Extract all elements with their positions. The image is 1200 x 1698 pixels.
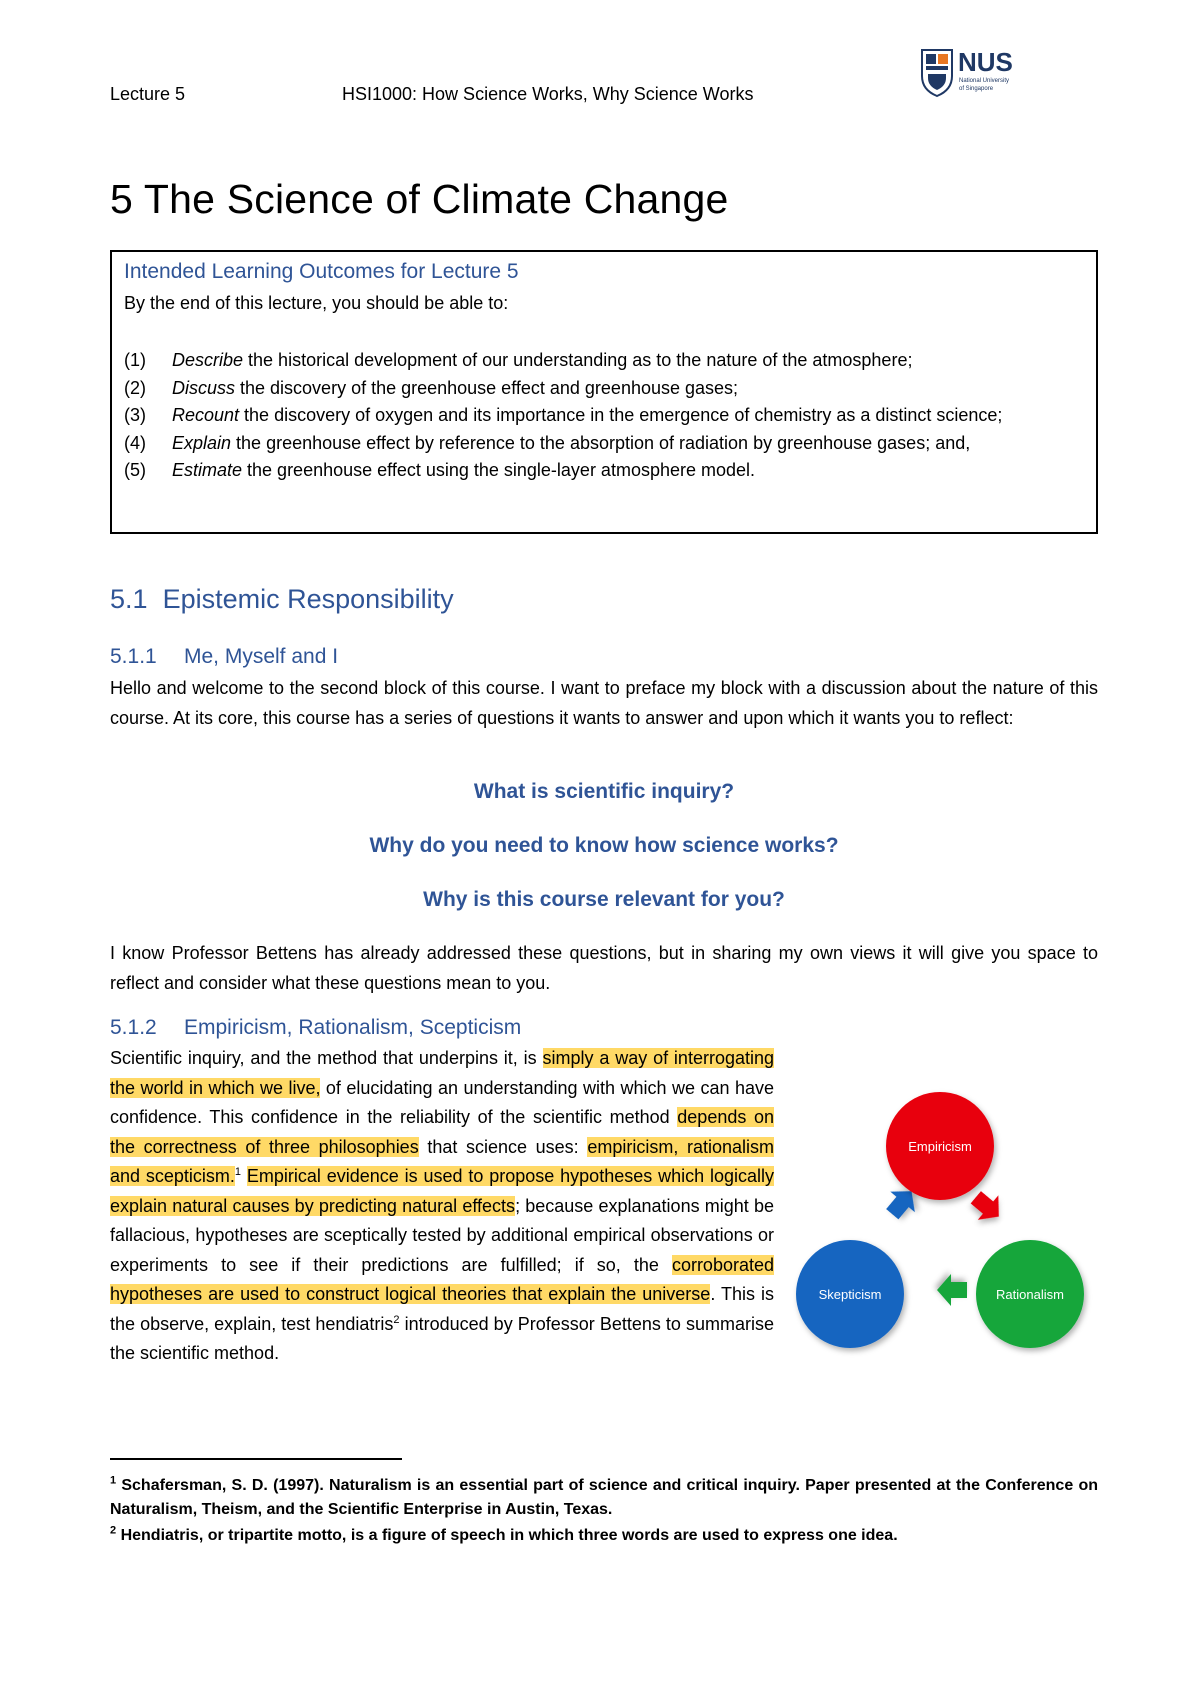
subsection-heading-5-1-2	[110, 1016, 521, 1040]
list-verb: Describe	[172, 350, 244, 370]
question-1: What is scientific inquiry?	[473, 780, 735, 803]
page-title: 5 The Science of Climate Change	[110, 176, 729, 222]
text-run: of elucidating an understanding with which we can have confidence. This confidence in the reliability of the scientific method	[110, 1077, 774, 1127]
list-body: the discovery of oxygen and its importance in the emergence of chemistry as a distinct science;	[239, 405, 1003, 425]
subsection-heading-5-1-1	[110, 645, 338, 669]
learning-outcomes-list	[124, 347, 1084, 485]
list-body: the greenhouse effect using the single-layer atmosphere model.	[242, 460, 756, 480]
list-text	[172, 430, 970, 458]
text-run: that science uses:	[418, 1136, 588, 1157]
list-verb: Discuss	[172, 377, 236, 398]
list-body: the historical development of our understanding as to the nature of the atmosphere;	[243, 350, 913, 370]
skepticism-label: Skepticism	[818, 1287, 882, 1302]
highlighted-text: simply a way of interrogating the world in which we live,	[110, 1048, 774, 1098]
list-number: (2)	[124, 377, 146, 398]
rationalism-label: Rationalism	[996, 1287, 1064, 1302]
svg-text:of Singapore: of Singapore	[959, 86, 994, 92]
list-number: (3)	[124, 405, 146, 425]
highlighted-text: corroborated hypotheses are used to construct logical theories that explain the universe	[110, 1254, 774, 1304]
learning-outcomes-box	[110, 250, 1098, 534]
subsection-title: Me, Myself and I	[184, 645, 339, 668]
highlighted-text: depends on the correctness of three philosophies	[110, 1107, 774, 1157]
subsection-title: Empiricism, Rationalism, Scepticism	[184, 1016, 522, 1039]
list-item	[124, 375, 1084, 403]
list-verb: Explain	[172, 432, 232, 453]
header-course: HSI1000: How Science Works, Why Science Works	[342, 84, 754, 104]
footnote-ref[interactable]: 2	[393, 1313, 400, 1326]
question-2: Why do you need to know how science works?	[369, 834, 839, 857]
list-body: the greenhouse effect by reference to the absorption of radiation by greenhouse gases; and,	[231, 432, 971, 453]
list-text	[172, 347, 912, 375]
section-heading-5-1	[110, 584, 454, 615]
question-3: Why is this course relevant for you?	[423, 888, 785, 911]
nus-logo	[920, 46, 1040, 102]
footnote-mark: 2	[110, 1524, 117, 1537]
list-item	[124, 457, 1084, 485]
subsection-number: 5.1.1	[110, 645, 157, 668]
list-text	[172, 457, 755, 485]
text-run: introduced by Professor Bettens to summarise the scientific method.	[110, 1313, 775, 1363]
scientific-inquiry-paragraph	[110, 1044, 774, 1369]
subsection-number: 5.1.2	[110, 1016, 157, 1039]
text-run	[241, 1166, 247, 1186]
footnote-text: Schafersman, S. D. (1997). Naturalism is an essential part of science and critical inquiry. Paper presented at the Conference on Naturalism, Theism, and the Scientific Enterprise in Austin, Texas.	[110, 1477, 1098, 1518]
list-text	[172, 375, 738, 403]
footnote-1	[110, 1474, 1098, 1522]
footnote-text: Hendiatris, or tripartite motto, is a figure of speech in which three words are used to express one idea.	[116, 1527, 898, 1544]
highlighted-text: Empirical evidence is used to propose hypotheses which logically explain natural causes by predicting natural effects	[110, 1166, 774, 1216]
intro-paragraph: Hello and welcome to the second block of this course. I want to preface my block with a discussion about the nature of this course. At its core, this course has a series of questions it wants to answer and upon which it wants you to reflect:	[110, 678, 1098, 728]
nus-crest-icon	[922, 50, 952, 96]
arrow-icon	[937, 1274, 967, 1306]
list-number: (1)	[124, 350, 146, 370]
list-text	[172, 402, 1002, 430]
list-item	[124, 347, 1084, 375]
svg-text:National University: National University	[959, 78, 1010, 84]
section-title: Epistemic Responsibility	[162, 584, 454, 614]
list-item	[124, 402, 1084, 430]
arrow-icon	[966, 1185, 1010, 1229]
list-item	[124, 430, 1084, 458]
reflection-paragraph: I know Professor Bettens has already addressed these questions, but in sharing my own views it will give you space to reflect and consider what these questions mean to you.	[110, 943, 1098, 993]
empiricism-label: Empiricism	[908, 1139, 972, 1154]
list-verb: Recount	[172, 405, 240, 425]
list-verb: Estimate	[172, 460, 243, 480]
list-number: (4)	[124, 432, 146, 453]
footnote-divider	[110, 1458, 402, 1460]
philosophy-cycle-diagram	[790, 1080, 1100, 1380]
header-lecture: Lecture 5	[110, 84, 186, 104]
text-run: ; because explanations might be fallacious, hypotheses are sceptically tested by additional empirical observations or experiments to see if their predictions are fulfilled; if so, the	[110, 1195, 774, 1275]
highlighted-text: empiricism, rationalism and scepticism.	[110, 1136, 774, 1186]
footnote-mark: 1	[110, 1474, 117, 1487]
footnote-ref[interactable]: 1	[234, 1166, 242, 1178]
learning-outcomes-heading: Intended Learning Outcomes for Lecture 5	[124, 260, 519, 283]
learning-outcomes-intro: By the end of this lecture, you should be able to:	[124, 293, 509, 313]
list-body: the discovery of the greenhouse effect and greenhouse gases;	[235, 377, 739, 398]
text-run: . This is the observe, explain, test hendiatris	[110, 1284, 775, 1334]
logo-text: NUS	[958, 47, 1013, 77]
footnote-2	[110, 1524, 1098, 1548]
text-run: Scientific inquiry, and the method that underpins it, is	[110, 1048, 543, 1068]
section-number: 5.1	[110, 584, 148, 614]
list-number: (5)	[124, 460, 146, 480]
